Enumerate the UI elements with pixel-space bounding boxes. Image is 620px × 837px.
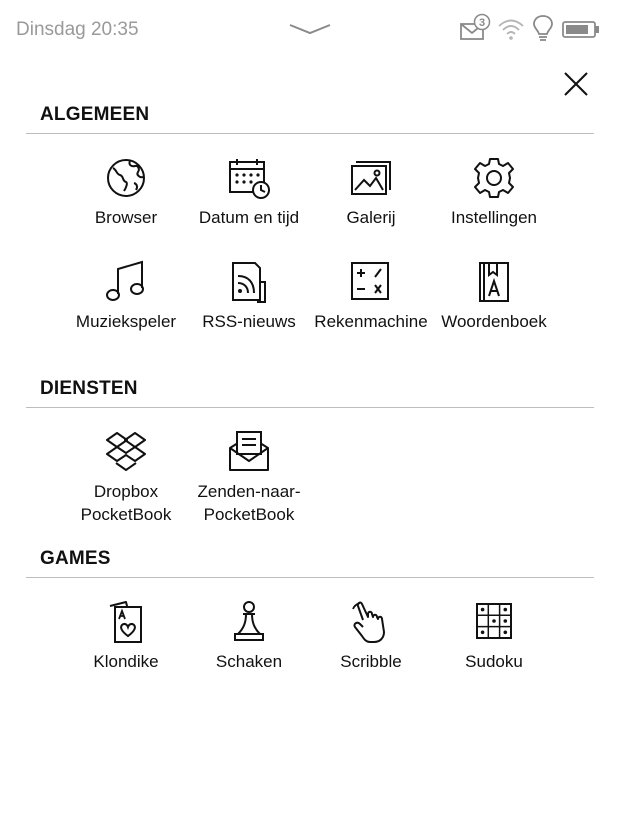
app-label: Browser <box>94 208 158 227</box>
app-label: Scribble <box>340 652 402 671</box>
section-title-games: GAMES <box>40 548 111 569</box>
gear-icon <box>472 156 516 200</box>
app-label: Galerij <box>346 208 396 227</box>
app-label: Muziekspeler <box>75 312 177 331</box>
app-calculator[interactable] <box>310 260 432 333</box>
app-browser[interactable] <box>65 156 187 229</box>
app-dictionary[interactable] <box>433 260 555 333</box>
app-label: Zenden-naar- <box>197 482 301 501</box>
app-label: Datum en tijd <box>198 208 300 227</box>
app-scribble[interactable] <box>310 600 432 673</box>
app-label: Schaken <box>215 652 283 671</box>
app-rss-news[interactable] <box>188 260 310 333</box>
section-title-services: DIENSTEN <box>40 378 138 399</box>
chess-pawn-icon <box>227 600 271 644</box>
playing-cards-icon <box>104 600 148 644</box>
section-title-general: ALGEMEEN <box>40 104 150 125</box>
app-gallery[interactable] <box>310 156 432 229</box>
app-label: Sudoku <box>465 652 523 671</box>
app-label: Rekenmachine <box>314 312 428 331</box>
mail-count-badge: 3 <box>478 17 486 29</box>
app-label: RSS-nieuws <box>202 312 296 331</box>
app-label: Instellingen <box>450 208 537 227</box>
app-label-line2: PocketBook <box>80 505 172 524</box>
rss-document-icon <box>227 260 271 304</box>
close-button[interactable] <box>562 70 590 98</box>
app-sudoku[interactable] <box>433 600 555 673</box>
calculator-icon <box>349 260 393 304</box>
envelope-letter-icon <box>227 430 271 474</box>
section-divider <box>26 407 594 408</box>
section-divider <box>26 133 594 134</box>
app-label-line2: PocketBook <box>203 505 295 524</box>
dropbox-icon <box>104 430 148 474</box>
calendar-clock-icon <box>227 156 271 200</box>
wifi-icon[interactable] <box>497 14 525 47</box>
mail-notification-icon[interactable] <box>460 14 492 49</box>
sudoku-grid-icon <box>472 600 516 644</box>
app-label: Klondike <box>93 652 159 671</box>
app-send-to-pocketbook[interactable] <box>188 430 310 526</box>
app-label: Dropbox <box>93 482 159 501</box>
app-label: Woordenboek <box>441 312 547 331</box>
section-divider <box>26 577 594 578</box>
app-settings[interactable] <box>433 156 555 229</box>
frontlight-bulb-icon[interactable] <box>532 14 554 49</box>
app-date-time[interactable] <box>188 156 310 229</box>
gallery-icon <box>349 156 393 200</box>
hand-pointer-icon <box>349 600 393 644</box>
close-icon <box>562 70 590 98</box>
music-note-icon <box>104 260 148 304</box>
app-dropbox-pocketbook[interactable] <box>65 430 187 526</box>
status-bar <box>0 0 620 60</box>
globe-icon <box>104 156 148 200</box>
status-time: Dinsdag 20:35 <box>16 19 139 40</box>
app-music-player[interactable] <box>65 260 187 333</box>
app-chess[interactable] <box>188 600 310 673</box>
dictionary-icon <box>472 260 516 304</box>
battery-icon[interactable] <box>562 20 600 45</box>
pull-down-handle-icon[interactable] <box>289 22 331 41</box>
app-klondike[interactable] <box>65 600 187 673</box>
